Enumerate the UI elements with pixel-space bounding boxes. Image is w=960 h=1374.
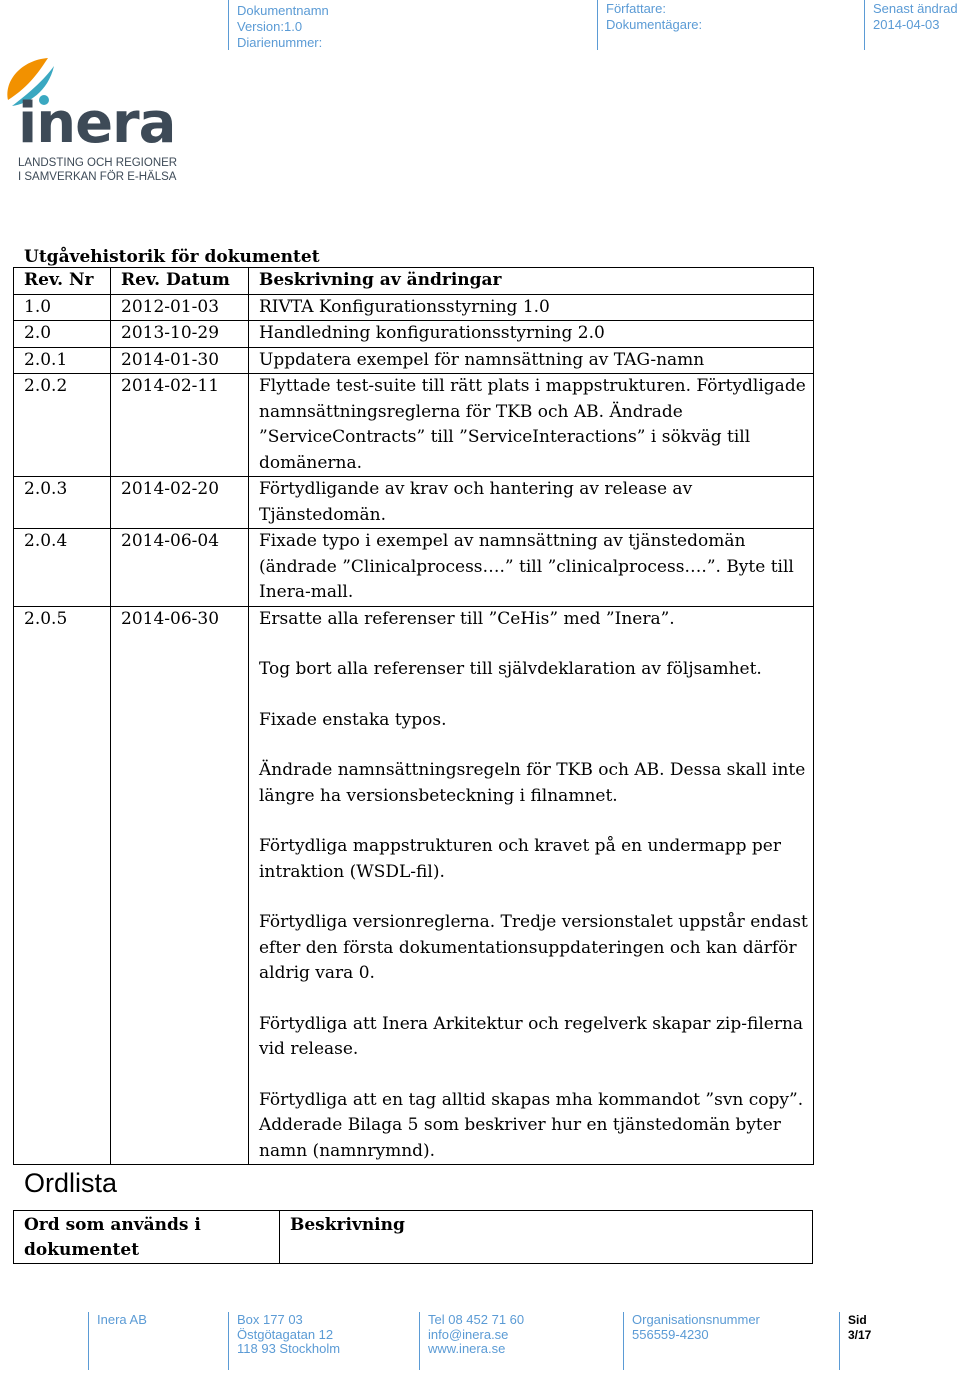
table-row	[14, 321, 814, 348]
table-header-row	[14, 268, 814, 295]
table-row	[14, 477, 814, 529]
rev-desc: RIVTA Konfigurationsstyrning 1.0	[249, 294, 814, 321]
rev-desc-paragraph: Fixade enstaka typos.	[259, 709, 447, 730]
table-header-row	[14, 1211, 813, 1264]
rev-desc-paragraph: Förtydliga versionreglerna. Tredje versionstalet uppstår endast efter den första dokumentationsuppdateringen och kan därför aldrig vara 0.	[259, 912, 808, 983]
glossary-title: Ordlista	[24, 1168, 118, 1198]
header-divider	[864, 0, 865, 50]
footer-divider	[623, 1312, 624, 1370]
rev-date: 2014-06-04	[111, 529, 249, 607]
rev-nr: 2.0.5	[14, 606, 111, 1165]
col-header-rev-nr: Rev. Nr	[14, 268, 111, 295]
rev-date: 2014-01-30	[111, 347, 249, 374]
footer-phone: Tel 08 452 71 60	[428, 1312, 525, 1327]
glossary-table	[13, 1210, 813, 1264]
col-header-description: Beskrivning	[280, 1211, 813, 1264]
footer-page-number: 3/17	[848, 1327, 872, 1342]
rev-date: 2013-10-29	[111, 321, 249, 348]
footer-address-line: 118 93 Stockholm	[237, 1341, 341, 1356]
rev-nr: 1.0	[14, 294, 111, 321]
footer-address-line: Östgötagatan 12	[237, 1326, 334, 1342]
col-header-term: Ord som används i dokumentet	[14, 1211, 280, 1264]
header-divider	[597, 0, 598, 50]
rev-nr: 2.0.1	[14, 347, 111, 374]
table-row	[14, 294, 814, 321]
rev-date: 2012-01-03	[111, 294, 249, 321]
logo-wordmark: inera	[18, 91, 176, 156]
col-header-description: Beskrivning av ändringar	[249, 268, 814, 295]
rev-nr: 2.0.2	[14, 374, 111, 477]
rev-date: 2014-06-30	[111, 606, 249, 1165]
rev-desc-paragraph: Ändrade namnsättningsregeln för TKB och AB. Dessa skall inte längre ha versionsbeteckning i filnamnet.	[259, 760, 806, 806]
rev-desc: Handledning konfigurationsstyrning 2.0	[249, 321, 814, 348]
rev-desc-paragraph: Förtydliga mappstrukturen och kravet på en undermapp per intraktion (WSDL-fil).	[259, 836, 781, 882]
footer-divider	[419, 1312, 420, 1370]
rev-desc: Flyttade test-suite till rätt plats i mappstrukturen. Förtydligade namnsättningsreglerna för TKB och AB. Ändrade ”ServiceContracts” till ”ServiceInteractions” i sökväg till domänerna.	[249, 374, 814, 477]
footer-website: www.inera.se	[428, 1341, 506, 1356]
logo-tagline-line1: LANDSTING OCH REGIONER	[18, 157, 178, 169]
footer-page-label: Sid	[848, 1313, 867, 1327]
header-diary-number-label: Diarienummer:	[237, 35, 323, 50]
header-owner-label: Dokumentägare:	[606, 17, 703, 32]
rev-desc-paragraph: Tog bort alla referenser till självdeklaration av följsamhet.	[259, 659, 762, 679]
logo-tagline-line2: I SAMVERKAN FÖR E-HÄLSA	[18, 171, 177, 183]
footer-org-label: Organisationsnummer	[632, 1312, 760, 1327]
header-divider	[228, 0, 229, 50]
rev-nr: 2.0.4	[14, 529, 111, 607]
rev-desc-cell	[249, 606, 814, 1165]
rev-desc-paragraph: Förtydliga att en tag alltid skapas mha kommandot ”svn copy”. Adderade Bilaga 5 som beskriver hur en tjänstedomän byter namn (namnrymnd).	[259, 1089, 804, 1161]
header-modified-label: Senast ändrad	[873, 1, 958, 16]
header-doc-name-label: Dokumentnamn	[237, 3, 329, 18]
rev-desc: Förtydligande av krav och hantering av release av Tjänstedomän.	[249, 477, 814, 529]
rev-date: 2014-02-11	[111, 374, 249, 477]
rev-nr: 2.0.3	[14, 477, 111, 529]
col-header-rev-date: Rev. Datum	[111, 268, 249, 295]
table-row	[14, 347, 814, 374]
footer-divider	[88, 1312, 89, 1370]
logo-tagline	[18, 156, 177, 184]
footer-address-line: Box 177 03	[237, 1312, 303, 1327]
header-version-label: Version:1.0	[237, 19, 303, 34]
rev-desc-paragraph: Förtydliga att Inera Arkitektur och regelverk skapar zip-filerna vid release.	[259, 1013, 804, 1059]
footer-divider	[839, 1312, 840, 1370]
revision-history-table	[13, 267, 814, 1165]
rev-desc: Uppdatera exempel för namnsättning av TAG-namn	[249, 347, 814, 374]
rev-nr: 2.0	[14, 321, 111, 348]
footer-email: info@inera.se	[428, 1326, 509, 1342]
table-row	[14, 606, 814, 1165]
history-title: Utgåvehistorik för dokumentet	[24, 247, 320, 267]
footer-org-number: 556559-4230	[632, 1326, 709, 1342]
table-row	[14, 374, 814, 477]
header-modified-date: 2014-04-03	[873, 17, 940, 32]
rev-desc: Fixade typo i exempel av namnsättning av tjänstedomän (ändrade ”Clinicalprocess….” till ”clinicalprocess….”. Byte till Inera-mall.	[249, 529, 814, 607]
header-author-label: Författare:	[606, 1, 666, 16]
rev-desc-paragraph: Ersatte alla referenser till ”CeHis” med ”Inera”.	[259, 608, 675, 629]
footer-divider	[228, 1312, 229, 1370]
rev-date: 2014-02-20	[111, 477, 249, 529]
footer-company-name: Inera AB	[97, 1312, 147, 1327]
table-row	[14, 529, 814, 607]
